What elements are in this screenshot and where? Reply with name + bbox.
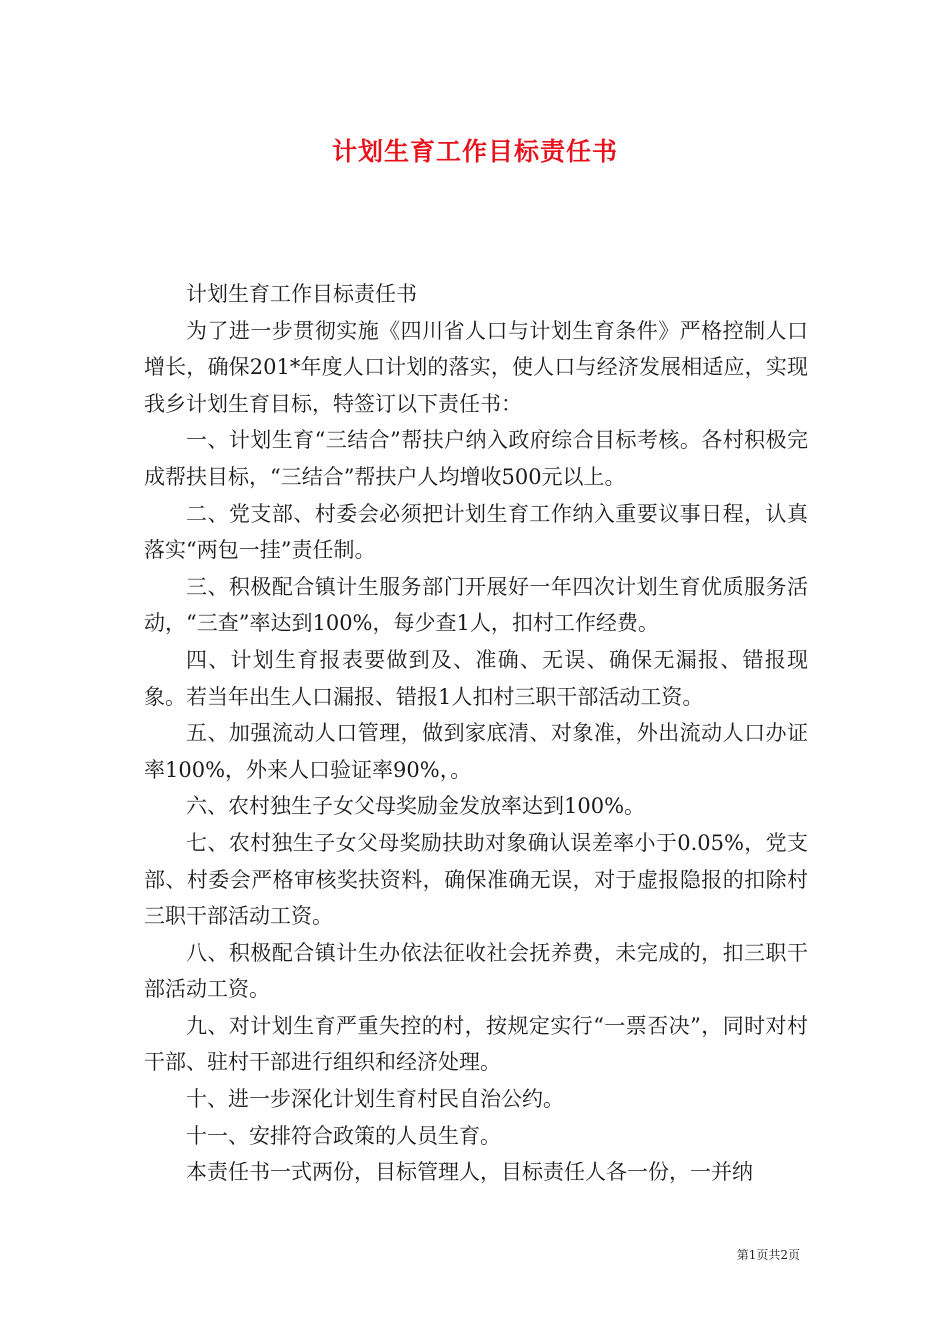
paragraph-subtitle: 计划生育工作目标责任书 [186,282,417,306]
paragraph-closing: 本责任书一式两份，目标管理人，目标责任人各一份，一并纳 [186,1160,753,1185]
paragraph-item-10: 十、进一步深化计划生育村民自治公约。 [186,1087,564,1112]
paragraph-item-4: 四、计划生育报表要做到及、准确、无误、确保无漏报、错报现象。若当年出生人口漏报、错报1人扣村三职干部活动工资。 [144,647,808,709]
document-title: 计划生育工作目标责任书 [331,137,618,166]
paragraph-item-3: 三、积极配合镇计生服务部门开展好一年四次计划生育优质服务活动，“三查”率达到100%，每少查1人，扣村工作经费。 [144,574,808,636]
paragraph-item-5: 五、加强流动人口管理，做到家底清、对象准，外出流动人口办证率100%，外来人口验证率90%，。 [144,721,808,782]
paragraph-item-6: 六、农村独生子女父母奖励金发放率达到100%。 [186,794,646,819]
paragraph-item-7: 七、农村独生子女父母奖励扶助对象确认误差率小于0.05%，党支部、村委会严格审核奖扶资料，确保准确无误，对于虚报隐报的扣除村三职干部活动工资。 [144,830,808,929]
paragraph-intro: 为了进一步贯彻实施《四川省人口与计划生育条件》严格控制人口增长，确保201*年度人口计划的落实，使人口与经济发展相适应，实现我乡计划生育目标，特签订以下责任书： [144,318,808,416]
paragraph-item-9: 九、对计划生育严重失控的村，按规定实行“一票否决”，同时对村干部、驻村干部进行组织和经济处理。 [144,1013,808,1075]
paragraph-item-2: 二、党支部、村委会必须把计划生育工作纳入重要议事日程，认真落实“两包一挂”责任制。 [144,501,808,563]
paragraph-item-1: 一、计划生育“三结合”帮扶户纳入政府综合目标考核。各村积极完成帮扶目标，“三结合”帮扶户人均增收500元以上。 [144,428,808,489]
paragraph-item-8: 八、积极配合镇计生办依法征收社会抚养费，未完成的，扣三职干部活动工资。 [144,940,808,1002]
paragraph-item-11: 十一、安排符合政策的人员生育。 [186,1123,501,1148]
page-number: 第1页共2页 [736,1248,800,1262]
document-body [144,276,808,1191]
